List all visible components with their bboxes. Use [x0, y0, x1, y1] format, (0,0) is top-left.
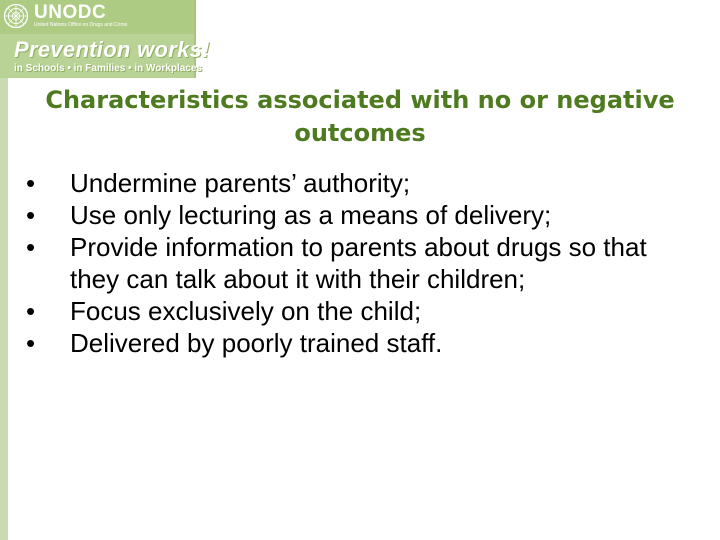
settings-line: in Schools • in Families • in Workplaces	[14, 63, 202, 74]
bullet-list	[22, 167, 702, 359]
bullet-text: Delivered by poorly trained staff.	[70, 328, 443, 358]
list-item	[22, 167, 702, 199]
list-item	[22, 327, 702, 359]
bullet-text: Use only lecturing as a means of delivery;	[70, 200, 552, 230]
unodc-banner	[0, 0, 210, 78]
bullet-icon: •	[26, 232, 36, 262]
un-emblem-icon	[3, 3, 29, 29]
list-item	[22, 295, 702, 327]
org-name: UNODC	[34, 2, 107, 23]
bullet-text: Undermine parents’ authority;	[70, 168, 411, 198]
bullet-icon: •	[26, 296, 36, 326]
slide-title: Characteristics associated with no or negative outcomes	[45, 86, 675, 147]
left-decorative-strip	[0, 78, 8, 540]
list-item	[22, 231, 702, 295]
list-item	[22, 199, 702, 231]
bullet-icon: •	[26, 328, 36, 358]
tagline: Prevention works!	[14, 37, 210, 62]
bullet-icon: •	[26, 168, 36, 198]
bullet-text: Provide information to parents about drugs so that they can talk about it with their children;	[70, 232, 647, 294]
bullet-icon: •	[26, 200, 36, 230]
bullet-text: Focus exclusively on the child;	[70, 296, 422, 326]
org-full-name: United Nations Office on Drugs and Crime	[34, 22, 128, 28]
